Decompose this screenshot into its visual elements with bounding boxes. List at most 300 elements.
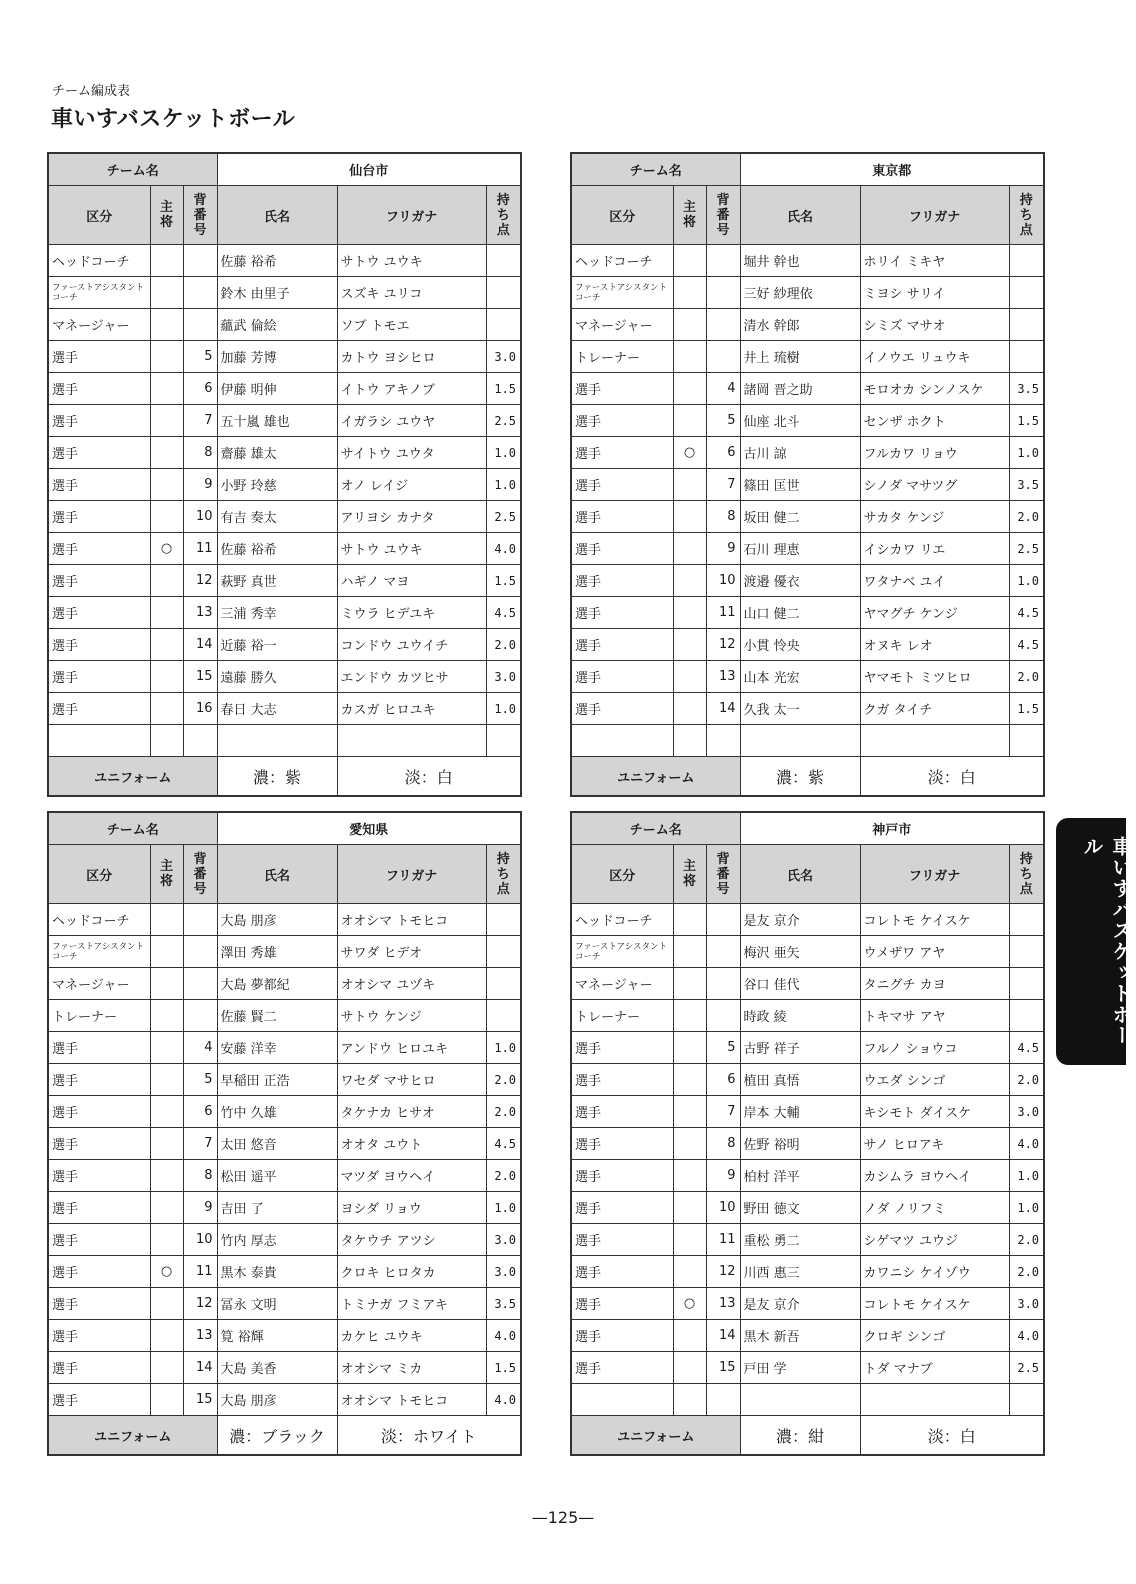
classification-points: 2.5 bbox=[1009, 1352, 1044, 1384]
member-name: 竹中 久雄 bbox=[217, 1096, 337, 1128]
captain-mark bbox=[673, 373, 706, 405]
captain-mark bbox=[150, 661, 183, 693]
classification-points: 2.0 bbox=[1009, 661, 1044, 693]
member-furigana: ミウラ ヒデユキ bbox=[337, 597, 486, 629]
jersey-number: 10 bbox=[706, 565, 740, 597]
jersey-number: 7 bbox=[183, 1128, 217, 1160]
table-row bbox=[48, 1320, 521, 1352]
captain-mark bbox=[150, 629, 183, 661]
member-category: ファーストアシスタントコーチ bbox=[571, 936, 673, 968]
jersey-number: 8 bbox=[706, 1128, 740, 1160]
jersey-number: 13 bbox=[183, 597, 217, 629]
captain-mark: ○ bbox=[150, 533, 183, 565]
table-row bbox=[48, 405, 521, 437]
captain-mark bbox=[150, 936, 183, 968]
member-name: 諸岡 晋之助 bbox=[740, 373, 860, 405]
table-row bbox=[571, 405, 1044, 437]
table-row bbox=[571, 469, 1044, 501]
table-row bbox=[571, 968, 1044, 1000]
table-row bbox=[48, 1192, 521, 1224]
member-category: 選手 bbox=[48, 405, 150, 437]
member-name: 佐藤 裕希 bbox=[217, 533, 337, 565]
jersey-number bbox=[183, 725, 217, 757]
member-name: 清水 幹郎 bbox=[740, 309, 860, 341]
member-category bbox=[48, 725, 150, 757]
member-name: 小貫 怜央 bbox=[740, 629, 860, 661]
member-name: 冨永 文明 bbox=[217, 1288, 337, 1320]
captain-mark bbox=[673, 725, 706, 757]
member-furigana: イノウエ リュウキ bbox=[860, 341, 1009, 373]
jersey-number bbox=[706, 1384, 740, 1416]
member-furigana: ノダ ノリフミ bbox=[860, 1192, 1009, 1224]
member-name: 竹内 厚志 bbox=[217, 1224, 337, 1256]
member-furigana: サカタ ケンジ bbox=[860, 501, 1009, 533]
classification-points: 4.0 bbox=[1009, 1128, 1044, 1160]
captain-mark bbox=[673, 277, 706, 309]
classification-points: 3.5 bbox=[1009, 469, 1044, 501]
classification-points: 3.0 bbox=[1009, 1096, 1044, 1128]
member-category: 選手 bbox=[571, 1128, 673, 1160]
member-name: 佐野 裕明 bbox=[740, 1128, 860, 1160]
member-name: 萩野 真世 bbox=[217, 565, 337, 597]
jersey-number: 14 bbox=[706, 1320, 740, 1352]
captain-mark bbox=[673, 1320, 706, 1352]
table-row bbox=[571, 1288, 1044, 1320]
captain-mark bbox=[673, 1064, 706, 1096]
header-points: 持 ち 点 bbox=[486, 186, 521, 245]
member-name: 齋藤 雄太 bbox=[217, 437, 337, 469]
captain-mark bbox=[673, 661, 706, 693]
member-category: トレーナー bbox=[571, 341, 673, 373]
member-category: 選手 bbox=[48, 693, 150, 725]
table-row bbox=[48, 1224, 521, 1256]
jersey-number bbox=[706, 936, 740, 968]
header-category: 区分 bbox=[48, 186, 150, 245]
member-furigana bbox=[860, 725, 1009, 757]
member-name: 梅沢 亜矢 bbox=[740, 936, 860, 968]
member-furigana: イシカワ リエ bbox=[860, 533, 1009, 565]
member-name: 伊藤 明伸 bbox=[217, 373, 337, 405]
member-category: 選手 bbox=[48, 1224, 150, 1256]
jersey-number bbox=[706, 277, 740, 309]
member-furigana: ミヨシ サリイ bbox=[860, 277, 1009, 309]
member-category: 選手 bbox=[48, 1032, 150, 1064]
member-furigana: コンドウ ユウイチ bbox=[337, 629, 486, 661]
member-name: 近藤 裕一 bbox=[217, 629, 337, 661]
table-row bbox=[48, 437, 521, 469]
member-category: マネージャー bbox=[571, 968, 673, 1000]
member-category: 選手 bbox=[48, 597, 150, 629]
classification-points: 4.0 bbox=[1009, 1320, 1044, 1352]
table-row bbox=[48, 1352, 521, 1384]
jersey-number: 4 bbox=[706, 373, 740, 405]
jersey-number: 5 bbox=[706, 405, 740, 437]
header-number: 背 番 号 bbox=[706, 186, 740, 245]
classification-points bbox=[1009, 904, 1044, 936]
header-furigana: フリガナ bbox=[860, 186, 1009, 245]
member-name: 松田 遥平 bbox=[217, 1160, 337, 1192]
header-furigana: フリガナ bbox=[860, 845, 1009, 904]
classification-points bbox=[486, 725, 521, 757]
member-category: ファーストアシスタントコーチ bbox=[571, 277, 673, 309]
header-captain: 主 将 bbox=[150, 845, 183, 904]
member-category bbox=[571, 1384, 673, 1416]
table-row bbox=[571, 597, 1044, 629]
header-name: 氏名 bbox=[217, 845, 337, 904]
captain-mark bbox=[150, 277, 183, 309]
member-category: 選手 bbox=[571, 1064, 673, 1096]
member-furigana: ヤマグチ ケンジ bbox=[860, 597, 1009, 629]
table-row bbox=[571, 245, 1044, 277]
uniform-dark: 濃：紫 bbox=[217, 757, 337, 797]
classification-points: 1.0 bbox=[1009, 1160, 1044, 1192]
classification-points: 1.5 bbox=[486, 565, 521, 597]
captain-mark bbox=[150, 1224, 183, 1256]
member-name: 佐藤 裕希 bbox=[217, 245, 337, 277]
table-row bbox=[571, 693, 1044, 725]
captain-mark: ○ bbox=[150, 1256, 183, 1288]
table-row bbox=[48, 1128, 521, 1160]
member-furigana: オオシマ トモヒコ bbox=[337, 1384, 486, 1416]
classification-points: 3.0 bbox=[486, 661, 521, 693]
member-category: 選手 bbox=[571, 501, 673, 533]
classification-points: 1.0 bbox=[486, 1032, 521, 1064]
classification-points: 4.0 bbox=[486, 533, 521, 565]
table-row bbox=[48, 725, 521, 757]
jersey-number: 4 bbox=[183, 1032, 217, 1064]
classification-points: 2.5 bbox=[486, 405, 521, 437]
captain-mark bbox=[673, 1160, 706, 1192]
jersey-number: 11 bbox=[183, 533, 217, 565]
classification-points: 1.0 bbox=[486, 1192, 521, 1224]
captain-mark bbox=[673, 1000, 706, 1032]
member-name: 筧 裕輝 bbox=[217, 1320, 337, 1352]
classification-points: 3.0 bbox=[486, 341, 521, 373]
team-name: 仙台市 bbox=[217, 153, 521, 186]
table-row bbox=[571, 1224, 1044, 1256]
jersey-number bbox=[183, 309, 217, 341]
jersey-number: 5 bbox=[183, 1064, 217, 1096]
classification-points: 1.0 bbox=[1009, 565, 1044, 597]
classification-points: 4.5 bbox=[1009, 597, 1044, 629]
classification-points bbox=[486, 968, 521, 1000]
uniform-light: 淡：ホワイト bbox=[337, 1416, 521, 1456]
captain-mark bbox=[150, 693, 183, 725]
jersey-number: 9 bbox=[706, 533, 740, 565]
member-name bbox=[217, 725, 337, 757]
jersey-number: 11 bbox=[183, 1256, 217, 1288]
team-name: 東京都 bbox=[740, 153, 1044, 186]
member-name: 安藤 洋幸 bbox=[217, 1032, 337, 1064]
header-points: 持 ち 点 bbox=[1009, 186, 1044, 245]
captain-mark bbox=[673, 533, 706, 565]
member-name: 小野 玲慈 bbox=[217, 469, 337, 501]
jersey-number: 12 bbox=[706, 1256, 740, 1288]
member-category: ファーストアシスタントコーチ bbox=[48, 277, 150, 309]
member-name: 古野 祥子 bbox=[740, 1032, 860, 1064]
jersey-number bbox=[183, 936, 217, 968]
uniform-light: 淡：白 bbox=[337, 757, 521, 797]
member-name: 早稲田 正浩 bbox=[217, 1064, 337, 1096]
jersey-number: 11 bbox=[706, 597, 740, 629]
jersey-number: 7 bbox=[706, 469, 740, 501]
member-furigana: シゲマツ ユウジ bbox=[860, 1224, 1009, 1256]
table-row bbox=[571, 1256, 1044, 1288]
table-row bbox=[571, 533, 1044, 565]
jersey-number: 7 bbox=[183, 405, 217, 437]
table-row bbox=[48, 501, 521, 533]
classification-points: 2.0 bbox=[486, 1096, 521, 1128]
classification-points: 1.0 bbox=[486, 693, 521, 725]
member-furigana: エンドウ カツヒサ bbox=[337, 661, 486, 693]
table-row bbox=[48, 1288, 521, 1320]
header-number: 背 番 号 bbox=[183, 186, 217, 245]
classification-points: 4.5 bbox=[486, 597, 521, 629]
member-furigana: シノダ マサツグ bbox=[860, 469, 1009, 501]
table-row bbox=[571, 725, 1044, 757]
member-name: 古川 諒 bbox=[740, 437, 860, 469]
header-category: 区分 bbox=[571, 186, 673, 245]
classification-points bbox=[1009, 1384, 1044, 1416]
captain-mark bbox=[150, 1288, 183, 1320]
jersey-number: 10 bbox=[183, 1224, 217, 1256]
member-furigana: トミナガ フミアキ bbox=[337, 1288, 486, 1320]
table-row bbox=[571, 1064, 1044, 1096]
member-category: 選手 bbox=[48, 565, 150, 597]
jersey-number bbox=[183, 1000, 217, 1032]
member-category: 選手 bbox=[48, 1320, 150, 1352]
member-name: 坂田 健二 bbox=[740, 501, 860, 533]
member-name: 五十嵐 雄也 bbox=[217, 405, 337, 437]
table-row bbox=[571, 1032, 1044, 1064]
table-row bbox=[571, 437, 1044, 469]
member-furigana: サトウ ケンジ bbox=[337, 1000, 486, 1032]
captain-mark bbox=[673, 469, 706, 501]
captain-mark bbox=[150, 1192, 183, 1224]
captain-mark bbox=[673, 1192, 706, 1224]
member-furigana: オオシマ トモヒコ bbox=[337, 904, 486, 936]
classification-points bbox=[1009, 245, 1044, 277]
table-row bbox=[571, 373, 1044, 405]
page-number: —125— bbox=[531, 1508, 595, 1527]
member-name: 重松 勇二 bbox=[740, 1224, 860, 1256]
jersey-number: 8 bbox=[183, 437, 217, 469]
member-category: ヘッドコーチ bbox=[48, 245, 150, 277]
member-category: 選手 bbox=[48, 1352, 150, 1384]
member-furigana: サワダ ヒデオ bbox=[337, 936, 486, 968]
member-category: 選手 bbox=[571, 597, 673, 629]
member-name: 有吉 奏太 bbox=[217, 501, 337, 533]
member-furigana bbox=[860, 1384, 1009, 1416]
classification-points: 1.5 bbox=[486, 373, 521, 405]
member-category: トレーナー bbox=[571, 1000, 673, 1032]
classification-points bbox=[486, 936, 521, 968]
table-row bbox=[571, 1000, 1044, 1032]
captain-mark bbox=[673, 501, 706, 533]
classification-points bbox=[1009, 725, 1044, 757]
jersey-number: 11 bbox=[706, 1224, 740, 1256]
table-row bbox=[48, 565, 521, 597]
member-name: 石川 理恵 bbox=[740, 533, 860, 565]
jersey-number: 13 bbox=[183, 1320, 217, 1352]
member-category: 選手 bbox=[571, 1160, 673, 1192]
table-row bbox=[571, 936, 1044, 968]
table-row bbox=[571, 501, 1044, 533]
member-category: 選手 bbox=[571, 469, 673, 501]
table-row bbox=[48, 1064, 521, 1096]
member-category: ヘッドコーチ bbox=[571, 904, 673, 936]
jersey-number bbox=[183, 968, 217, 1000]
captain-mark bbox=[673, 597, 706, 629]
member-name: 吉田 了 bbox=[217, 1192, 337, 1224]
member-furigana: センザ ホクト bbox=[860, 405, 1009, 437]
member-name: 蘊武 倫絵 bbox=[217, 309, 337, 341]
classification-points bbox=[486, 1000, 521, 1032]
captain-mark bbox=[150, 1352, 183, 1384]
member-name: 加藤 芳博 bbox=[217, 341, 337, 373]
member-name: 岸本 大輔 bbox=[740, 1096, 860, 1128]
captain-mark bbox=[150, 1000, 183, 1032]
captain-mark bbox=[150, 309, 183, 341]
jersey-number: 8 bbox=[706, 501, 740, 533]
jersey-number: 10 bbox=[706, 1192, 740, 1224]
jersey-number: 14 bbox=[183, 1352, 217, 1384]
header-category: 区分 bbox=[48, 845, 150, 904]
jersey-number: 14 bbox=[183, 629, 217, 661]
jersey-number: 15 bbox=[706, 1352, 740, 1384]
header-number: 背 番 号 bbox=[183, 845, 217, 904]
member-furigana: イガラシ ユウヤ bbox=[337, 405, 486, 437]
captain-mark bbox=[150, 1160, 183, 1192]
member-category: 選手 bbox=[571, 1032, 673, 1064]
captain-mark: ○ bbox=[673, 1288, 706, 1320]
captain-mark: ○ bbox=[673, 437, 706, 469]
classification-points: 2.0 bbox=[486, 629, 521, 661]
table-row bbox=[571, 629, 1044, 661]
table-row bbox=[571, 1320, 1044, 1352]
member-name: 時政 綾 bbox=[740, 1000, 860, 1032]
table-row bbox=[48, 968, 521, 1000]
uniform-dark: 濃：ブラック bbox=[217, 1416, 337, 1456]
header-furigana: フリガナ bbox=[337, 845, 486, 904]
team-roster-table bbox=[47, 811, 522, 1456]
member-name: 戸田 学 bbox=[740, 1352, 860, 1384]
classification-points: 4.5 bbox=[1009, 629, 1044, 661]
classification-points: 1.0 bbox=[486, 469, 521, 501]
member-furigana: フルノ ショウコ bbox=[860, 1032, 1009, 1064]
table-row bbox=[48, 469, 521, 501]
table-row bbox=[48, 597, 521, 629]
captain-mark bbox=[150, 469, 183, 501]
member-name: 大島 美香 bbox=[217, 1352, 337, 1384]
member-name: 三浦 秀幸 bbox=[217, 597, 337, 629]
jersey-number: 12 bbox=[183, 565, 217, 597]
classification-points bbox=[1009, 277, 1044, 309]
captain-mark bbox=[673, 1032, 706, 1064]
jersey-number bbox=[706, 725, 740, 757]
member-furigana: タケナカ ヒサオ bbox=[337, 1096, 486, 1128]
table-row bbox=[48, 533, 521, 565]
table-row bbox=[571, 1160, 1044, 1192]
member-name: 植田 真悟 bbox=[740, 1064, 860, 1096]
table-row bbox=[571, 1192, 1044, 1224]
captain-mark bbox=[673, 245, 706, 277]
captain-mark bbox=[150, 1384, 183, 1416]
member-furigana: オオタ ユウト bbox=[337, 1128, 486, 1160]
captain-mark bbox=[673, 405, 706, 437]
captain-mark bbox=[673, 968, 706, 1000]
member-category: 選手 bbox=[48, 373, 150, 405]
table-row bbox=[48, 936, 521, 968]
member-furigana: コレトモ ケイスケ bbox=[860, 1288, 1009, 1320]
member-category: 選手 bbox=[48, 1096, 150, 1128]
uniform-label: ユニフォーム bbox=[571, 757, 740, 797]
member-category: 選手 bbox=[48, 629, 150, 661]
member-name: 川西 惠三 bbox=[740, 1256, 860, 1288]
jersey-number: 7 bbox=[706, 1096, 740, 1128]
captain-mark bbox=[673, 1384, 706, 1416]
team-name-label: チーム名 bbox=[571, 153, 740, 186]
member-category: トレーナー bbox=[48, 1000, 150, 1032]
jersey-number: 16 bbox=[183, 693, 217, 725]
table-row bbox=[571, 1384, 1044, 1416]
header-name: 氏名 bbox=[217, 186, 337, 245]
jersey-number bbox=[706, 341, 740, 373]
classification-points: 3.0 bbox=[486, 1256, 521, 1288]
member-furigana: クロギ シンゴ bbox=[860, 1320, 1009, 1352]
header-captain: 主 将 bbox=[673, 845, 706, 904]
jersey-number bbox=[706, 245, 740, 277]
classification-points: 4.0 bbox=[486, 1320, 521, 1352]
member-name: 是友 京介 bbox=[740, 1288, 860, 1320]
member-name: 山口 健二 bbox=[740, 597, 860, 629]
member-category: 選手 bbox=[48, 1192, 150, 1224]
jersey-number: 6 bbox=[183, 1096, 217, 1128]
captain-mark bbox=[150, 968, 183, 1000]
captain-mark bbox=[150, 341, 183, 373]
member-category: 選手 bbox=[571, 437, 673, 469]
uniform-label: ユニフォーム bbox=[48, 757, 217, 797]
captain-mark bbox=[150, 1128, 183, 1160]
jersey-number: 8 bbox=[183, 1160, 217, 1192]
table-row bbox=[48, 373, 521, 405]
captain-mark bbox=[150, 373, 183, 405]
member-furigana: サイトウ ユウタ bbox=[337, 437, 486, 469]
classification-points: 3.5 bbox=[1009, 373, 1044, 405]
captain-mark bbox=[150, 245, 183, 277]
captain-mark bbox=[673, 1256, 706, 1288]
jersey-number: 9 bbox=[706, 1160, 740, 1192]
captain-mark bbox=[150, 437, 183, 469]
member-furigana: オノ レイジ bbox=[337, 469, 486, 501]
captain-mark bbox=[673, 309, 706, 341]
team-roster-table bbox=[47, 152, 522, 797]
member-furigana: サトウ ユウキ bbox=[337, 245, 486, 277]
member-name: 澤田 秀雄 bbox=[217, 936, 337, 968]
jersey-number: 13 bbox=[706, 661, 740, 693]
member-category bbox=[571, 725, 673, 757]
member-category: 選手 bbox=[48, 1256, 150, 1288]
table-row bbox=[571, 1128, 1044, 1160]
captain-mark bbox=[673, 565, 706, 597]
table-row bbox=[48, 1384, 521, 1416]
classification-points: 4.0 bbox=[486, 1384, 521, 1416]
member-furigana: コレトモ ケイスケ bbox=[860, 904, 1009, 936]
jersey-number: 14 bbox=[706, 693, 740, 725]
member-name: 鈴木 由里子 bbox=[217, 277, 337, 309]
jersey-number bbox=[706, 1000, 740, 1032]
member-furigana: ウメザワ アヤ bbox=[860, 936, 1009, 968]
